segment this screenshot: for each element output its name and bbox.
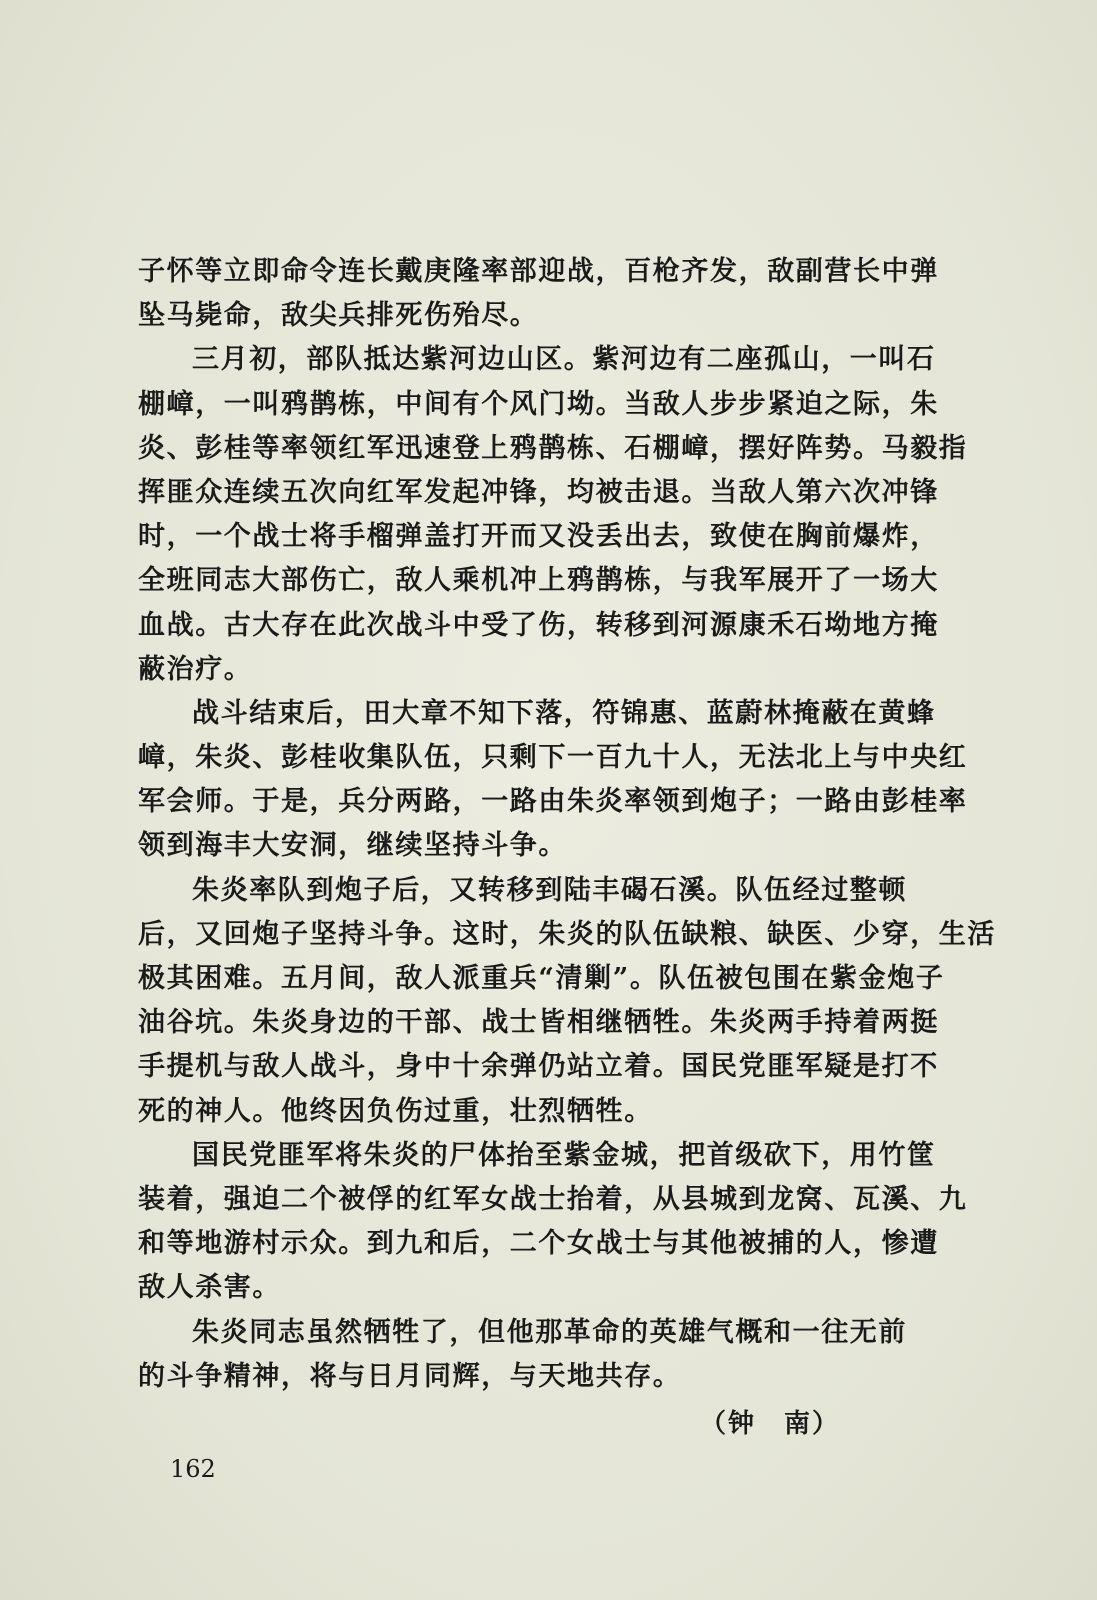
text-line: 时，一个战士将手榴弹盖打开而又没丢出去，致使在胸前爆炸， xyxy=(138,521,939,553)
text-line: 敌人杀害。 xyxy=(138,1272,281,1304)
text-line: 油谷坑。朱炎身边的干部、战士皆相继牺牲。朱炎两手持着两挺 xyxy=(138,1007,939,1039)
text-line: 装着，强迫二个被俘的红军女战士抬着，从县城到龙窝、瓦溪、九 xyxy=(138,1183,968,1215)
text-line: 极其困难。五月间，敌人派重兵“清剿”。队伍被包围在紫金炮子 xyxy=(138,963,945,994)
paragraph-start-line: 三月初，部队抵达紫河边山区。紫河边有二座孤山，一叫石 xyxy=(192,344,936,376)
text-line: 棚嶂，一叫鸦鹊栋，中间有个风门坳。当敌人步步紧迫之际，朱 xyxy=(138,388,939,420)
text-line: 子怀等立即命令连长戴庚隆率部迎战，百枪齐发，敌副营长中弹 xyxy=(138,256,939,287)
text-line: 全班同志大部伤亡，敌人乘机冲上鸦鹊栋，与我军展开了一场大 xyxy=(138,565,939,597)
text-line: 炎、彭桂等率领红军迅速登上鸦鹊栋、石棚嶂，摆好阵势。马毅指 xyxy=(138,432,968,464)
text-line: 和等地游村示众。到九和后，二个女战士与其他被捕的人，惨遭 xyxy=(138,1228,939,1260)
page-number: 162 xyxy=(170,1455,216,1483)
text-line: 死的神人。他终因负伤过重，壮烈牺牲。 xyxy=(138,1095,653,1127)
text-line: 血战。古大存在此次战斗中受了伤，转移到河源康禾石坳地方掩 xyxy=(138,609,939,641)
text-line: 蔽治疗。 xyxy=(138,653,253,685)
text-line: 挥匪众连续五次向红军发起冲锋，均被击退。当敌人第六次冲锋 xyxy=(138,476,939,508)
text-line: 手提机与敌人战斗，身中十余弹仍站立着。国民党匪军疑是打不 xyxy=(138,1051,939,1083)
text-line: 领到海丰大安洞，继续坚持斗争。 xyxy=(138,830,567,862)
body-text xyxy=(138,250,996,1399)
text-line: 军会师。于是，兵分两路，一路由朱炎率领到炮子；一路由彭桂率 xyxy=(138,786,968,818)
author-signature: （钟 南） xyxy=(700,1409,841,1439)
paragraph-start-line: 朱炎率队到炮子后，又转移到陆丰碣石溪。队伍经过整顿 xyxy=(192,874,907,906)
text-line: 后，又回炮子坚持斗争。这时，朱炎的队伍缺粮、缺医、少穿，生活 xyxy=(138,918,996,950)
paragraph-start-line: 战斗结束后，田大章不知下落，符锦惠、蓝蔚林掩蔽在黄蜂 xyxy=(192,697,936,729)
text-line: 嶂，朱炎、彭桂收集队伍，只剩下一百九十人，无法北上与中央红 xyxy=(138,742,968,774)
text-line: 坠马毙命，敌尖兵排死伤殆尽。 xyxy=(138,300,539,332)
paragraph-start-line: 国民党匪军将朱炎的尸体抬至紫金城，把首级砍下，用竹筐 xyxy=(192,1139,936,1171)
text-line: 的斗争精神，将与日月同辉，与天地共存。 xyxy=(138,1360,682,1392)
paragraph-start-line: 朱炎同志虽然牺牲了，但他那革命的英雄气概和一往无前 xyxy=(192,1316,907,1348)
